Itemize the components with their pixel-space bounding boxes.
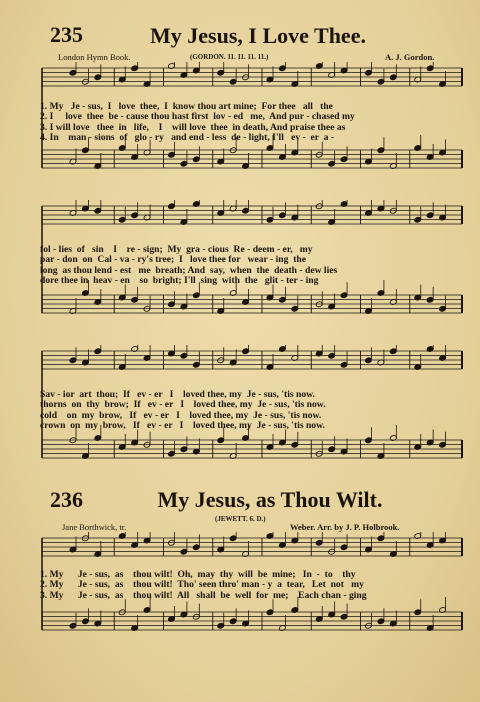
lyric-line: 2. I love thee be - cause thou hast first lov - ed me, And pur - chased my (40, 112, 355, 123)
composer: A. J. Gordon. (385, 52, 435, 62)
tune-name: (GORDON. 11. 11. 11. 11.) (190, 53, 269, 61)
lyric-line: par - don on Cal - va - ry's tree; I love thee for wear - ing the (40, 255, 307, 266)
lyric-line: 2. My Je - sus, as thou wilt! Tho' seen thro' man - y a tear, Let not my (40, 580, 364, 591)
lyric-line: Sav - ior art thou; If ev - er I loved thee, my Je - sus, 'tis now. (40, 390, 315, 400)
lyric-line: 1. My Je - sus, I love thee, I know thou art mine; For thee all the (40, 102, 333, 112)
hymn-number: 236 (50, 487, 83, 512)
lyric-line: fol - lies of sin I re - sign; My gra - cious Re - deem - er, my (40, 245, 313, 255)
lyric-line: thorns on thy brow; If ev - er I loved thee, my Je - sus, 'tis now. (40, 400, 326, 411)
music-system-3 (40, 345, 464, 475)
lyric-line: long as thou lend - est me breath; And say, when the death - dew lies (40, 265, 338, 276)
hymn-title: My Jesus, I Love Thee. (150, 23, 366, 48)
lyric-line: cold on my brow, If ev - er I loved thee, my Je - sus, 'tis now. (40, 410, 322, 421)
lyric-line: 3. I will love thee in life, I will love thee in death, And praise thee as (40, 122, 346, 133)
lyric-line: 1. My Je - sus, as thou wilt! Oh, may thy will be mine; In - to thy (40, 570, 356, 580)
lyrics-block-2 (40, 245, 464, 287)
tune-name: (JEWETT. 6. D.) (215, 515, 266, 523)
lyric-line: 3. My Je - sus, as thou wilt! All shall be well for me; Each chan - ging (40, 590, 367, 601)
hymn-source: London Hymn Book. (58, 52, 131, 62)
lyric-line: 4. In man - sions of glo - ry and end - less de - light, I'll ev - er a - (40, 133, 335, 144)
music-system-2 (40, 200, 464, 330)
lyrics-block-3 (40, 390, 464, 432)
lyrics-block-4 (40, 570, 464, 601)
translator: Jane Borthwick, tr. (62, 522, 127, 532)
lyrics-block-1 (40, 102, 464, 144)
music-system-4 (40, 532, 464, 682)
lyric-line: dore thee in heav - en so bright; I'll sing with the glit - ter - ing (40, 276, 319, 287)
staff-svg (40, 532, 464, 682)
hymn-title: My Jesus, as Thou Wilt. (157, 487, 383, 512)
lyric-line: crown on my brow, If ev - er I loved thee, my Je - sus, 'tis now. (40, 421, 325, 432)
composer: Weber. Arr. by J. P. Holbrook. (290, 522, 400, 532)
music-system-1 (40, 62, 464, 187)
hymn-number: 235 (50, 22, 83, 47)
